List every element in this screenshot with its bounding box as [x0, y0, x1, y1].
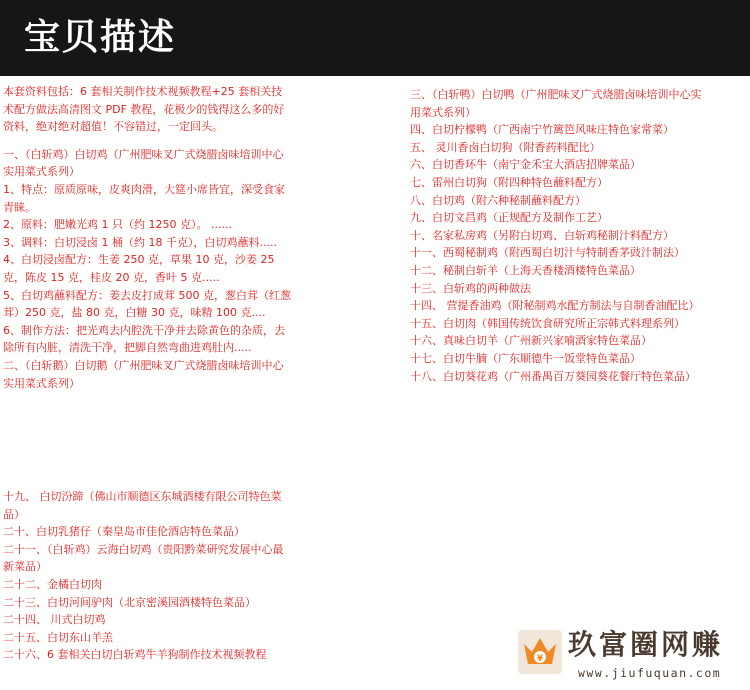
list-item: 3、调料：白切浸卤 1 桶（约 18 千克），白切鸡蘸料..... — [3, 235, 277, 249]
list-item: 五、 灵川香卤白切狗（附香药料配比） — [410, 140, 601, 154]
list-item: 4、白切浸卤配方：生姜 250 克，草果 10 克，沙姜 25 克，陈皮 15 克，桂皮 20 克，香叶 5 克..... — [3, 253, 275, 284]
header-banner — [0, 0, 750, 76]
list-item: 六、白切香环牛（南宁金禾宝大酒店招牌菜品） — [410, 158, 641, 172]
list-item: 十六、真味白切羊（广州新兴家喃酒家特色菜品） — [410, 334, 652, 348]
list-item: 十四、 营提香油鸡（附秘制鸡水配方制法与自制香油配比） — [410, 299, 700, 313]
list-item: 十八、白切葵花鸡（广州番禺百万葵园葵花餐厅特色菜品） — [410, 369, 696, 383]
list-item: 二、（白斩鹅）白切鹅（广州肥味叉广式烧腊卤味培训中心实用菜式系列） — [3, 358, 284, 390]
list-item: 十三、白斩鸡的两种做法 — [410, 281, 531, 295]
coin-badge-icon — [518, 630, 562, 674]
intro-paragraph: 本套资料包括：6 套相关制作技术视频教程+25 套相关技术配方做法高清图文 PDF 教程，花极少的钱得这么多的好资料，绝对绝对超值！不容错过，一定回头。 — [3, 85, 285, 134]
watermark-name: 玖富圈网赚 — [568, 628, 724, 661]
list-item: 二十三、白切河间驴肉（北京密溪园酒楼特色菜品） — [3, 595, 256, 609]
list-item: 二十四、 川式白切鸡 — [3, 613, 106, 627]
list-item: 1、特点：原质原味，皮爽肉滑，大筵小席皆宜，深受食家青睐。 — [3, 182, 285, 214]
description-left-bottom-column — [3, 488, 293, 664]
description-right-column — [410, 86, 702, 385]
list-item: 二十二、金橘白切肉 — [3, 577, 102, 591]
watermark-logo — [518, 628, 743, 684]
list-item: 七、雷州白切狗（附四种特色蘸料配方） — [410, 175, 608, 189]
list-item: 2、原料：肥嫩光鸡 1 只（约 1250 克）。 ...... — [3, 218, 232, 232]
list-item: 二十一、（白斩鸡）云海白切鸡（贵阳黔菜研究发展中心最新菜品） — [3, 542, 284, 574]
watermark-url: www.jiufuquan.com — [578, 666, 722, 680]
list-item: 十二、秘制白斩羊（上海天香楼酒楼特色菜品） — [410, 263, 641, 277]
list-item: 二十五、白切东山羊羔 — [3, 630, 113, 644]
page-title: 宝贝描述 — [24, 17, 177, 58]
spacer — [3, 136, 293, 146]
list-item: 十、名家私房鸡（另附白切鸡、白斩鸡秘制汁料配方） — [410, 228, 674, 242]
list-item: 九、白切文昌鸡（正规配方及制作工艺） — [410, 211, 608, 225]
list-item: 二十六、6 套相关白切白斩鸡牛羊狗制作技术视频教程 — [3, 648, 267, 662]
list-item: 四、白切柠檬鸭（广西南宁竹篱笆风味庄特色家常菜） — [410, 123, 674, 137]
list-item: 十五、白切肉（韩国传统饮食研究所正宗韩式料理系列） — [410, 316, 685, 330]
list-item: 一、（白斩鸡）白切鸡（广州肥味叉广式烧腊卤味培训中心实用菜式系列） — [3, 147, 284, 179]
list-item: 八、白切鸡（附六种秘制蘸料配方） — [410, 193, 586, 207]
list-item: 十七、白切牛腩（广东顺德牛一饭堂特色菜品） — [410, 351, 641, 365]
list-item: 6、制作方法：把光鸡去内腔洗干净并去除黄色的杂质，去除所有内脏，清洗干净，把脚自然弯曲进鸡肚内..... — [3, 323, 285, 355]
list-item: 二十、白切乳猪仔（秦皇岛市佳伦酒店特色菜品） — [3, 525, 245, 539]
list-item: 十一、西蜀秘制鸡（附西蜀白切汁与特制香茅豉汁制法） — [410, 246, 685, 260]
description-left-column — [3, 83, 293, 392]
svg-text:¥: ¥ — [536, 654, 544, 664]
list-item: 5、白切鸡蘸料配方：姜去皮打成茸 500 克，葱白茸（红葱茸）250 克，盐 80 克，白糖 30 克，味精 100 克.... — [3, 288, 291, 320]
list-item: 三、（白斩鸭）白切鸭（广州肥味叉广式烧腊卤味培训中心实用菜式系列） — [410, 88, 702, 119]
list-item: 十九、 白切汾蹄（佛山市顺德区东城酒楼有限公司特色菜品） — [3, 490, 282, 521]
